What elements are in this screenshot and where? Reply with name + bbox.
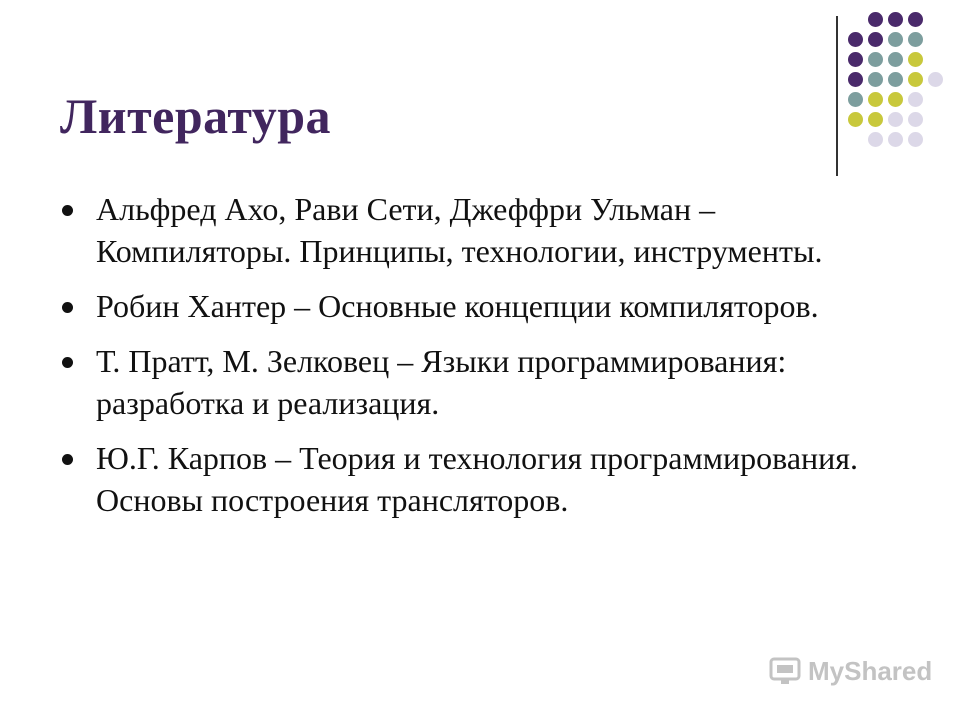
decorative-dot-grid xyxy=(848,12,948,162)
list-item-text: Альфред Ахо, Рави Сети, Джеффри Ульман – Компиляторы. Принципы, технологии, инструменты. xyxy=(96,191,823,269)
decorative-dot xyxy=(888,32,903,47)
list-item-text: Т. Пратт, М. Зелковец – Языки программирования: разработка и реализация. xyxy=(96,343,787,421)
decorative-dot xyxy=(888,12,903,27)
list-item xyxy=(62,437,862,521)
decorative-dot xyxy=(888,132,903,147)
list-item xyxy=(62,340,862,424)
decorative-dot xyxy=(868,132,883,147)
bullet-icon xyxy=(62,302,73,313)
decorative-dot xyxy=(868,112,883,127)
decorative-dot xyxy=(848,112,863,127)
bullet-icon xyxy=(62,454,73,465)
decorative-dot xyxy=(868,12,883,27)
list-item xyxy=(62,285,862,327)
decorative-dot xyxy=(848,72,863,87)
decorative-dot xyxy=(908,92,923,107)
decorative-dot xyxy=(848,92,863,107)
decorative-dot xyxy=(868,92,883,107)
decorative-dot xyxy=(888,92,903,107)
list-item-text: Ю.Г. Карпов – Теория и технология программирования. Основы построения трансляторов. xyxy=(96,440,858,518)
decorative-dot xyxy=(868,72,883,87)
decorative-dot xyxy=(908,32,923,47)
decorative-dot xyxy=(888,72,903,87)
decorative-dot xyxy=(868,32,883,47)
bullet-icon xyxy=(62,205,73,216)
watermark xyxy=(768,656,932,687)
list-item xyxy=(62,188,862,272)
reference-list xyxy=(62,188,862,534)
decorative-dot xyxy=(888,52,903,67)
decorative-dot xyxy=(868,52,883,67)
bullet-icon xyxy=(62,357,73,368)
decorative-dot xyxy=(908,52,923,67)
decorative-dot xyxy=(908,112,923,127)
decorative-dot xyxy=(888,112,903,127)
decorative-dot xyxy=(848,32,863,47)
mortarboard-icon xyxy=(768,657,802,687)
divider-line xyxy=(836,16,838,176)
decorative-dot xyxy=(848,52,863,67)
decorative-dot xyxy=(908,132,923,147)
slide-title: Литература xyxy=(60,88,332,144)
decorative-dot xyxy=(928,72,943,87)
list-item-text: Робин Хантер – Основные концепции компиляторов. xyxy=(96,288,819,324)
watermark-text: MyShared xyxy=(808,656,933,686)
decorative-dot xyxy=(908,12,923,27)
decorative-dot xyxy=(908,72,923,87)
